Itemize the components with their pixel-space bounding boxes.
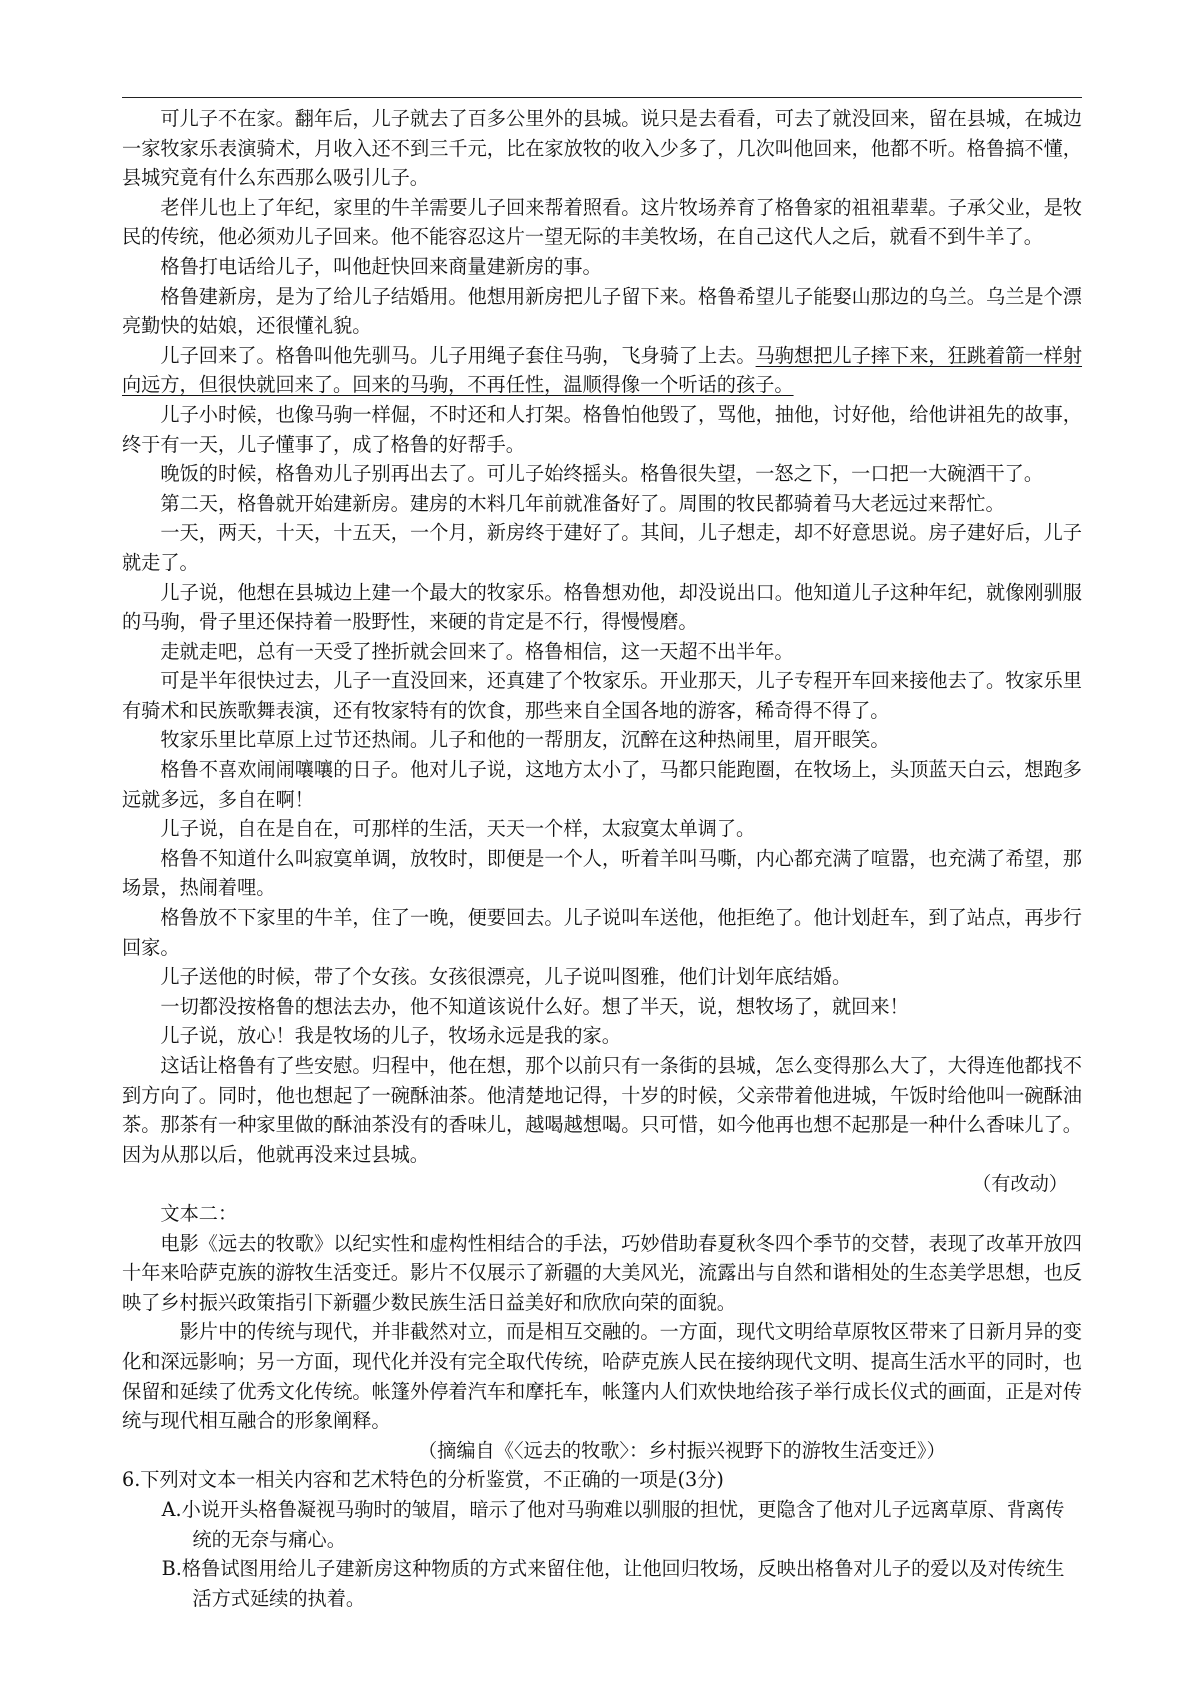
- paragraph: 晚饭的时候，格鲁劝儿子别再出去了。可儿子始终摇头。格鲁很失望，一怒之下，一口把一大碗酒干了。: [160, 462, 1044, 486]
- paragraph: 可儿子不在家。翻年后，儿子就去了百多公里外的县城。说只是去看看，可去了就没回来，留在县城，在城边一家牧家乐表演骑术，月收入还不到三千元，比在家放牧的收入少多了，几次叫他回来，他都不听。格鲁搞不懂，县城究竟有什么东西那么吸引儿子。: [122, 107, 1082, 190]
- paragraph: 儿子说，放心！我是牧场的儿子，牧场永远是我的家。: [160, 1024, 621, 1048]
- paragraph: 走就走吧，总有一天受了挫折就会回来了。格鲁相信，这一天超不出半年。: [160, 639, 794, 663]
- option-b: B.格鲁试图用给儿子建新房这种物质的方式来留住他，让他回归牧场，反映出格鲁对儿子的爱以及对传统生活方式延续的执着。: [161, 1557, 1065, 1610]
- paragraph: 这话让格鲁有了些安慰。归程中，他在想，那个以前只有一条街的县城，怎么变得那么大了，大得连他都找不到方向了。同时，他也想起了一碗酥油茶。他清楚地记得，十岁的时候，父亲带着他进城，午饭时给他叫一碗酥油茶。那茶有一种家里做的酥油茶没有的香味儿，越喝越想喝。只可惜，如今他再也想不起那是一种什么香味儿了。因为从那以后，他就再没来过县城。: [122, 1054, 1082, 1166]
- paragraph: 一切都没按格鲁的想法去办，他不知道该说什么好。想了半天，说，想牧场了，就回来！: [160, 994, 909, 1018]
- underlined-passage: 马驹想把儿子摔下来，狂跳着箭一样射向远方，但很快就回来了。回来的马驹，不再任性，温顺得像一个听话的孩子。: [122, 343, 1083, 397]
- paragraph: 格鲁不喜欢闹闹嚷嚷的日子。他对儿子说，这地方太小了，马都只能跑圈，在牧场上，头顶蓝天白云，想跑多远就多远，多自在啊！: [122, 758, 1082, 811]
- option-a: A.小说开头格鲁凝视马驹时的皱眉，暗示了他对马驹难以驯服的担忧，更隐含了他对儿子远离草原、背离传统的无奈与痛心。: [161, 1497, 1065, 1551]
- paragraph-with-underline: [122, 341, 1082, 400]
- paragraph: 影片中的传统与现代，并非截然对立，而是相互交融的。一方面，现代文明给草原牧区带来了日新月异的变化和深远影响；另一方面，现代化并没有完全取代传统，哈萨克族人民在接纳现代文明、提高生活水平的同时，也保留和延续了优秀文化传统。帐篷外停着汽车和摩托车，帐篷内人们欢快地给孩子举行成长仪式的画面，正是对传统与现代相互融合的形象阐释。: [122, 1320, 1082, 1433]
- top-rule: [122, 97, 1082, 98]
- paragraph: 牧家乐里比草原上过节还热闹。儿子和他的一帮朋友，沉醉在这种热闹里，眉开眼笑。: [160, 728, 890, 752]
- paragraph: 格鲁打电话给儿子，叫他赶快回来商量建新房的事。: [160, 254, 602, 278]
- revision-note: （有改动）: [972, 1172, 1068, 1196]
- paragraph: 格鲁不知道什么叫寂寞单调，放牧时，即便是一个人，听着羊叫马嘶，内心都充满了喧嚣，也充满了希望，那场景，热闹着哩。: [122, 846, 1082, 900]
- text2-heading: 文本二：: [160, 1201, 238, 1225]
- paragraph: 电影《远去的牧歌》以纪实性和虚构性相结合的手法，巧妙借助春夏秋冬四个季节的交替，表现了改革开放四十年来哈萨克族的游牧生活变迁。影片不仅展示了新疆的大美风光，流露出与自然和谐相处的生态美学思想，也反映了乡村振兴政策指引下新疆少数民族生活日益美好和欣欣向荣的面貌。: [122, 1231, 1082, 1314]
- paragraph: 一天，两天，十天，十五天，一个月，新房终于建好了。其间，儿子想走，却不好意思说。房子建好后，儿子就走了。: [122, 521, 1082, 574]
- paragraph: 儿子送他的时候，带了个女孩。女孩很漂亮，儿子说叫图雅，他们计划年底结婚。: [160, 965, 852, 989]
- paragraph: 儿子说，他想在县城边上建一个最大的牧家乐。格鲁想劝他，却没说出口。他知道儿子这种年纪，就像刚驯服的马驹，骨子里还保持着一股野性，来硬的肯定是不行，得慢慢磨。: [122, 580, 1082, 634]
- paragraph: 可是半年很快过去，儿子一直没回来，还真建了个牧家乐。开业那天，儿子专程开车回来接他去了。牧家乐里有骑术和民族歌舞表演，还有牧家特有的饮食，那些来自全国各地的游客，稀奇得不得了。: [122, 669, 1082, 722]
- paragraph: 第二天，格鲁就开始建新房。建房的木料几年前就准备好了。周围的牧民都骑着马大老远过来帮忙。: [160, 491, 1005, 515]
- paragraph: 老伴儿也上了年纪，家里的牛羊需要儿子回来帮着照看。这片牧场养育了格鲁家的祖祖辈辈。子承父业，是牧民的传统，他必须劝儿子回来。他不能容忍这片一望无际的丰美牧场，在自己这代人之后，就看不到牛羊了。: [122, 195, 1082, 249]
- paragraph-lead: 儿子回来了。格鲁叫他先驯马。儿子用绳子套住马驹，飞身骑了上去。: [160, 343, 756, 367]
- paragraph: 儿子说，自在是自在，可那样的生活，天天一个样，太寂寞太单调了。: [160, 817, 756, 841]
- question-stem: 6.下列对文本一相关内容和艺术特色的分析鉴赏，不正确的一项是(3分): [122, 1468, 724, 1492]
- document-page: [122, 104, 1082, 1613]
- paragraph: 儿子小时候，也像马驹一样倔，不时还和人打架。格鲁怕他毁了，骂他，抽他，讨好他，给他讲祖先的故事，终于有一天，儿子懂事了，成了格鲁的好帮手。: [122, 402, 1082, 456]
- paragraph: 格鲁放不下家里的牛羊，住了一晚，便要回去。儿子说叫车送他，他拒绝了。他计划赶车，到了站点，再步行回家。: [122, 906, 1082, 959]
- source-citation: （摘编自《〈远去的牧歌〉：乡村振兴视野下的游牧生活变迁》）: [418, 1438, 946, 1462]
- paragraph: 格鲁建新房，是为了给儿子结婚用。他想用新房把儿子留下来。格鲁希望儿子能娶山那边的乌兰。乌兰是个漂亮勤快的姑娘，还很懂礼貌。: [122, 284, 1082, 338]
